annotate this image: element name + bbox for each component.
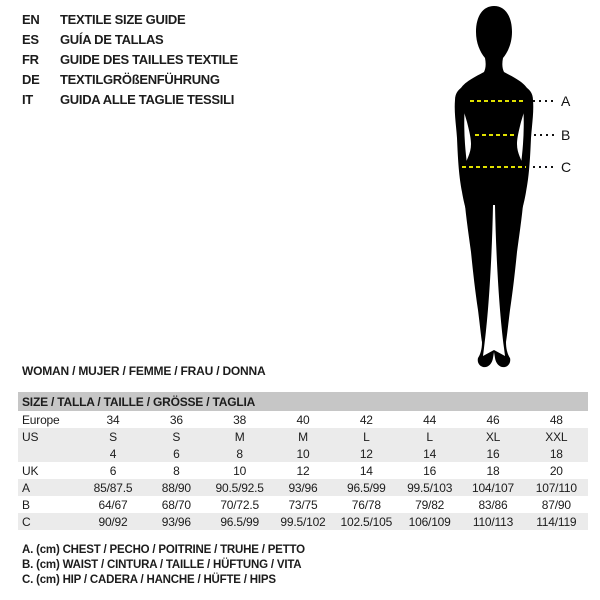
size-cell: 104/107 — [471, 480, 514, 495]
size-table-body — [18, 392, 588, 530]
size-cell: 34 — [106, 412, 120, 427]
size-cell: 16 — [423, 463, 437, 478]
language-code: FR — [22, 51, 39, 67]
size-cell: 6 — [109, 463, 117, 478]
waist-legend: B. (cm) WAIST / CINTURA / TAILLE / HÜFTUNG / VITA — [22, 559, 302, 571]
size-cell: S — [109, 429, 117, 444]
language-row — [22, 69, 238, 89]
size-cell: 79/82 — [415, 497, 445, 512]
size-cell: 12 — [296, 463, 310, 478]
size-table — [18, 392, 588, 530]
language-code: IT — [22, 91, 33, 107]
language-code: ES — [22, 31, 39, 47]
size-cell: 70/72.5 — [220, 497, 259, 512]
language-row — [22, 49, 238, 69]
size-cell: 99.5/102 — [280, 514, 326, 529]
size-cell: 36 — [169, 412, 183, 427]
size-cell: XL — [485, 429, 501, 444]
size-cell: 83/86 — [478, 497, 508, 512]
guide-title: GUIDA ALLE TAGLIE TESSILI — [60, 91, 235, 107]
size-cell: 93/96 — [161, 514, 191, 529]
size-cell: 90/92 — [98, 514, 128, 529]
row-label: US — [22, 429, 39, 444]
guide-title: TEXTILGRÖßENFÜHRUNG — [60, 71, 220, 87]
table-row — [18, 513, 588, 530]
size-cell: 106/109 — [408, 514, 451, 529]
table-row — [18, 462, 588, 479]
waist-label: B — [561, 127, 571, 143]
size-cell: 87/90 — [541, 497, 571, 512]
size-cell: 44 — [423, 412, 437, 427]
size-cell: 8 — [236, 446, 243, 461]
size-cell: 20 — [549, 463, 563, 478]
size-cell: 8 — [173, 463, 180, 478]
language-row — [22, 89, 238, 109]
size-cell: 107/110 — [535, 480, 577, 495]
table-row — [18, 428, 588, 445]
size-cell: S — [172, 429, 181, 444]
size-cell: 96.5/99 — [220, 514, 259, 529]
woman-silhouette-icon — [420, 0, 600, 380]
size-cell: 40 — [296, 412, 310, 427]
size-cell: 48 — [549, 412, 563, 427]
size-cell: 4 — [109, 446, 117, 461]
size-cell: 10 — [296, 446, 310, 461]
size-cell: 90.5/92.5 — [215, 480, 264, 495]
language-title-list — [22, 9, 238, 109]
table-row — [18, 479, 588, 496]
chest-legend: A. (cm) CHEST / PECHO / POITRINE / TRUHE / PETTO — [22, 544, 305, 556]
size-cell: 73/75 — [288, 497, 318, 512]
table-row — [18, 445, 588, 462]
size-cell: M — [298, 429, 308, 444]
row-label: B — [22, 497, 30, 512]
guide-title: GUÍA DE TALLAS — [60, 31, 164, 47]
size-cell: 18 — [549, 446, 563, 461]
row-label: Europe — [22, 412, 60, 427]
size-cell: 18 — [486, 463, 500, 478]
size-cell: 102.5/105 — [340, 514, 393, 529]
measurement-figure — [420, 0, 600, 380]
row-label — [18, 445, 81, 462]
size-cell: 93/96 — [288, 480, 318, 495]
size-table-header: SIZE / TALLA / TAILLE / GRÖSSE / TAGLIA — [22, 394, 256, 409]
size-cell: M — [234, 429, 245, 444]
size-cell: 16 — [486, 446, 500, 461]
size-cell: 42 — [359, 412, 373, 427]
size-table-header-row — [18, 392, 588, 411]
row-label: UK — [22, 463, 39, 478]
size-cell: 110/113 — [472, 514, 514, 529]
language-row — [22, 9, 238, 29]
table-row — [18, 496, 588, 513]
hip-legend: C. (cm) HIP / CADERA / HANCHE / HÜFTE / HIPS — [22, 574, 276, 586]
size-cell: 12 — [359, 446, 373, 461]
measurement-legend — [22, 543, 305, 588]
size-cell: 6 — [173, 446, 180, 461]
size-cell: 88/90 — [161, 480, 191, 495]
size-cell: L — [426, 429, 433, 444]
guide-title: TEXTILE SIZE GUIDE — [60, 11, 186, 27]
size-cell: 76/78 — [351, 497, 381, 512]
size-cell: 99.5/103 — [407, 480, 453, 495]
size-cell: L — [363, 429, 370, 444]
size-cell: 114/119 — [536, 514, 577, 529]
gender-heading: WOMAN / MUJER / FEMME / FRAU / DONNA — [22, 364, 266, 378]
language-code: EN — [22, 11, 40, 27]
hip-label: C — [561, 159, 572, 175]
chest-label: A — [561, 93, 571, 109]
size-cell: 68/70 — [161, 497, 191, 512]
size-cell: 38 — [233, 412, 247, 427]
size-cell: 14 — [423, 446, 437, 461]
row-label: A — [22, 480, 30, 495]
table-row — [18, 411, 588, 428]
row-label: C — [22, 514, 31, 529]
size-cell: 64/67 — [98, 497, 128, 512]
size-cell: 14 — [359, 463, 373, 478]
size-cell: 96.5/99 — [346, 480, 386, 495]
size-cell: 10 — [233, 463, 247, 478]
guide-title: GUIDE DES TAILLES TEXTILE — [60, 51, 238, 67]
language-code: DE — [22, 71, 40, 87]
size-cell: XXL — [545, 429, 568, 444]
language-row — [22, 29, 238, 49]
size-cell: 85/87.5 — [93, 480, 133, 495]
size-cell: 46 — [486, 412, 500, 427]
